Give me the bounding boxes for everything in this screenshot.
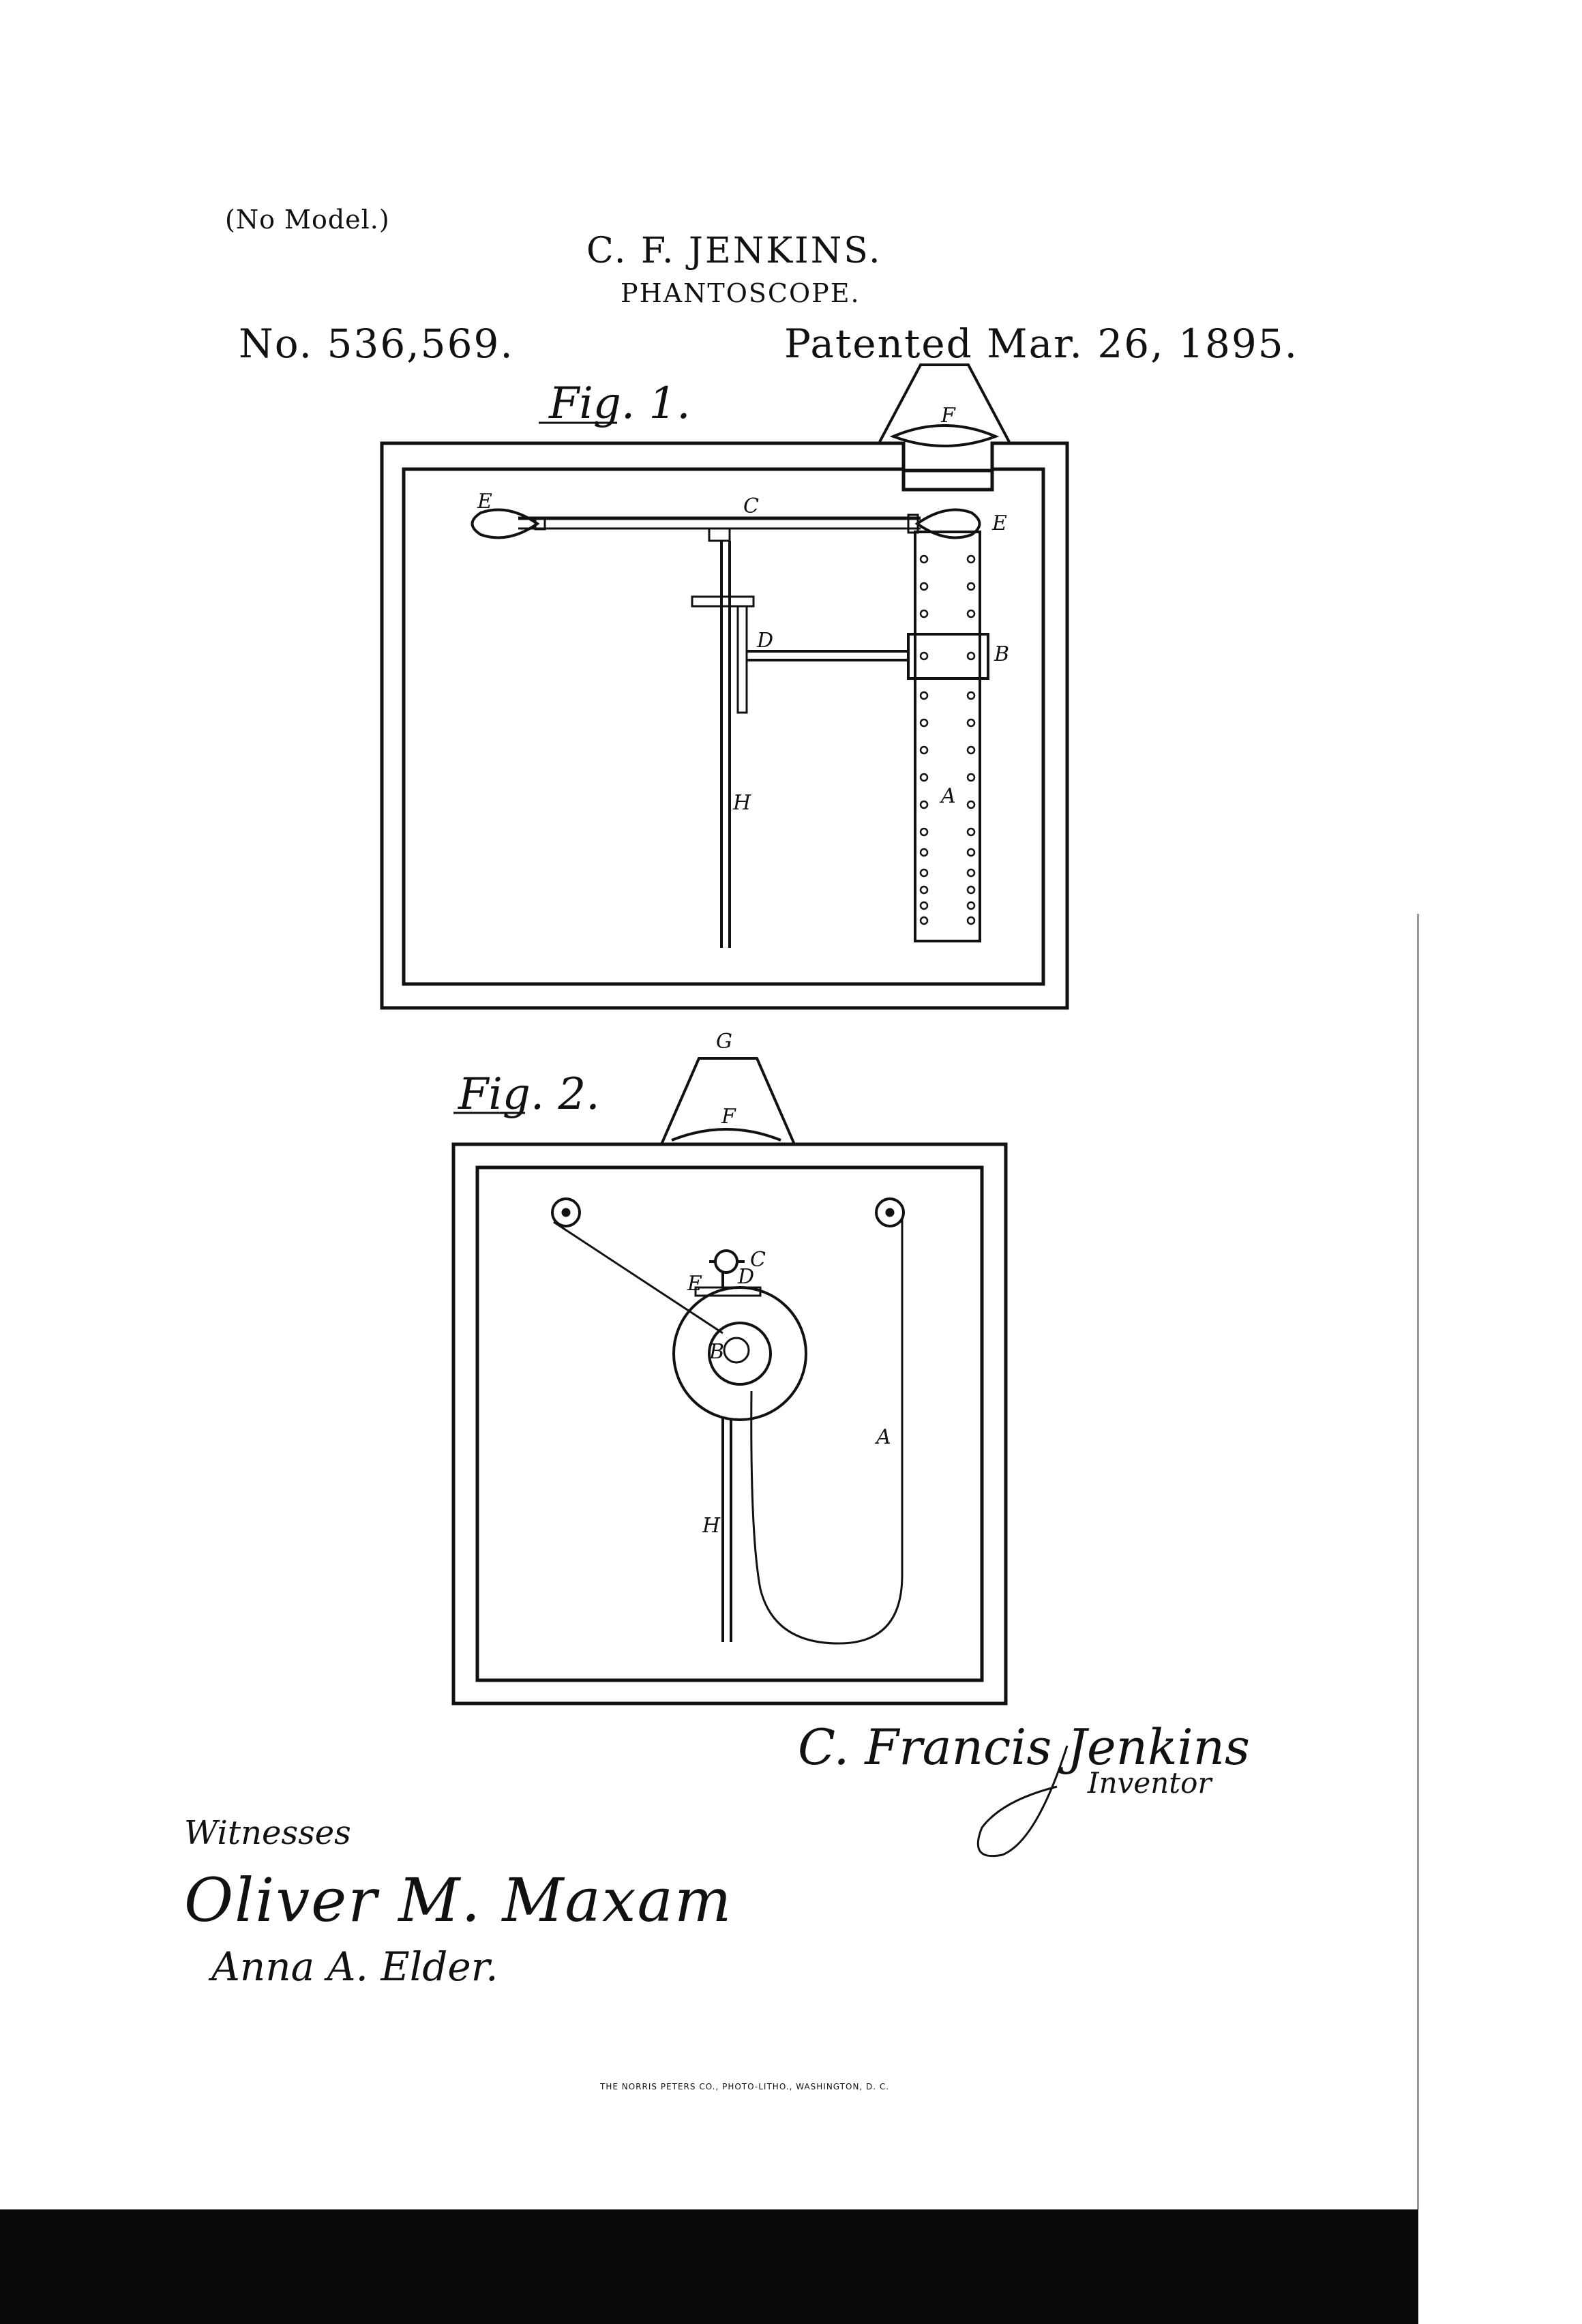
fig2-lens-hood bbox=[661, 1058, 794, 1144]
fig1-lens-F bbox=[893, 426, 996, 446]
fig1-part-F: F bbox=[941, 404, 955, 428]
witness-signature-1: Oliver M. Maxam bbox=[184, 1865, 733, 1935]
patent-number: No. 536,569. bbox=[239, 321, 514, 367]
printer-imprint: THE NORRIS PETERS CO., PHOTO-LITHO., WASHINGTON, D. C. bbox=[600, 2082, 890, 2091]
no-model-note: (No Model.) bbox=[225, 205, 390, 235]
fig2-part-H: H bbox=[702, 1514, 721, 1538]
fig1-part-C: C bbox=[743, 494, 759, 518]
fig2-part-C: C bbox=[750, 1248, 766, 1272]
fig1-drawing bbox=[382, 365, 1067, 1008]
fig2-part-E: E bbox=[687, 1272, 702, 1296]
fig2-part-F: F bbox=[721, 1105, 736, 1129]
fig1-part-D: D bbox=[757, 629, 774, 653]
fig2-part-B: B bbox=[709, 1340, 725, 1364]
fig1-loop-E-left bbox=[473, 510, 538, 538]
fig2-label: Fig. 2. bbox=[458, 1069, 600, 1120]
fig1-inner-box bbox=[404, 469, 1043, 984]
inventor-role-label: Inventor bbox=[1088, 1766, 1212, 1800]
witness-signature-2: Anna A. Elder. bbox=[211, 1943, 498, 1990]
fig2-lens-F bbox=[672, 1129, 781, 1140]
fig2-part-G: G bbox=[716, 1030, 732, 1054]
inventor-signature: C. Francis Jenkins bbox=[798, 1718, 1250, 1776]
witnesses-label: Witnesses bbox=[184, 1814, 351, 1852]
fig1-loop-E-right bbox=[917, 510, 980, 538]
fig1-film-strip bbox=[915, 532, 980, 941]
fig1-part-B: B bbox=[994, 642, 1010, 666]
fig1-label: Fig. 1. bbox=[549, 378, 691, 429]
fig2-part-D: D bbox=[738, 1265, 755, 1289]
fig1-part-A: A bbox=[941, 784, 956, 808]
fig2-drawing bbox=[453, 1058, 1006, 1703]
fig1-part-H: H bbox=[733, 791, 751, 815]
fig1-part-E-left: E bbox=[477, 490, 492, 513]
fig2-part-A: A bbox=[876, 1425, 891, 1449]
patent-date: Patented Mar. 26, 1895. bbox=[784, 321, 1299, 367]
fig2-disk bbox=[674, 1287, 806, 1420]
invention-title: PHANTOSCOPE. bbox=[621, 278, 861, 308]
fig1-part-E-right: E bbox=[992, 511, 1007, 535]
inventor-name: C. F. JENKINS. bbox=[586, 230, 882, 271]
